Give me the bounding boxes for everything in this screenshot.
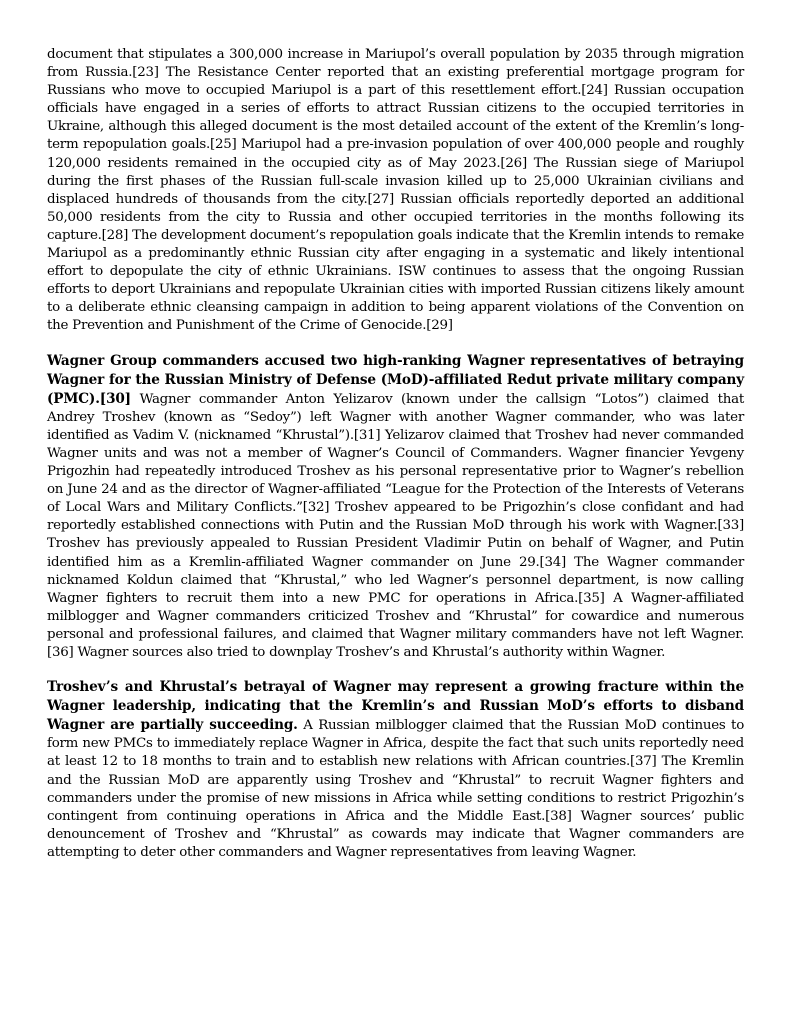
paragraph-mariupol-repopulation [47,45,744,336]
paragraph-lead: Wagner Group commanders accused two high-ranking Wagner representatives of betraying Wagner for the Russian Ministry of Defense (MoD)-affiliated Redut private military company (PMC).[30] [47,352,744,407]
paragraph-body: A Russian milblogger claimed that the Russian MoD continues to form new PMCs to immediately replace Wagner in Africa, despite the fact that such units reportedly need at least 12 to 18 months to train and to establish new relations with African countries.[37] The Kremlin and the Russian MoD are apparently using Troshev and “Khrustal” to recruit Wagner fighters and commanders under the promise of new missions in Africa while setting conditions to restrict Prigozhin’s contingent from continuing operations in Africa and the Middle East.[38] Wagner sources’ public denouncement of Troshev and “Khrustal” as cowards may indicate that Wagner commanders are attempting to deter other commanders and Wagner representatives from leaving Wagner. [47,718,745,860]
paragraph-wagner-accusations [47,352,744,663]
paragraph-wagner-fracture [47,678,744,862]
document-page [47,45,744,878]
paragraph-lead: Troshev’s and Khrustal’s betrayal of Wagner may represent a growing fracture within the Wagner leadership, indicating that the Kremlin’s and Russian MoD’s efforts to disband Wagner are partially succeeding. [47,679,744,734]
paragraph-body: document that stipulates a 300,000 increase in Mariupol’s overall population by 2035 through migration from Russia.[23] The Resistance Center reported that an existing preferential mortgage program for Russians who move to occupied Mariupol is a part of this resettlement effort.[24] Russian occupation officials have engaged in a series of efforts to attract Russian citizens to the occupied territories in Ukraine, although this alleged document is the most detailed account of the extent of the Kremlin’s long-term repopulation goals.[25] Mariupol had a pre-invasion population of over 400,000 people and roughly 120,000 residents remained in the occupied city as of May 2023.[26] The Russian siege of Mariupol during the first phases of the Russian full-scale invasion killed up to 25,000 Ukrainian civilians and displaced hundreds of thousands from the city.[27] Russian officials reportedly deported an additional 50,000 residents from the city to Russia and other occupied territories in the months following its capture.[28] The development document’s repopulation goals indicate that the Kremlin intends to remake Mariupol as a predominantly ethnic Russian city after engaging in a systematic and likely intentional effort to depopulate the city of ethnic Ukrainians. ISW continues to assess that the ongoing Russian efforts to deport Ukrainians and repopulate Ukrainian cities with imported Russian citizens likely amount to a deliberate ethnic cleansing campaign in addition to being apparent violations of the Convention on the Prevention and Punishment of the Crime of Genocide.[29] [47,47,744,334]
paragraph-body: Wagner commander Anton Yelizarov (known under the callsign “Lotos”) claimed that Andrey Troshev (known as “Sedoy”) left Wagner with another Wagner commander, who was later identified as Vadim V. (nicknamed “Khrustal”).[31] Yelizarov claimed that Troshev had never commanded Wagner units and was not a member of Wagner’s Council of Commanders. Wagner financier Yevgeny Prigozhin had repeatedly introduced Troshev as his personal representative prior to Wagner’s rebellion on June 24 and as the director of Wagner-affiliated “League for the Protection of the Interests of Veterans of Local Wars and Military Conflicts.”[32] Troshev appeared to be Prigozhin’s close confidant and had reportedly established connections with Putin and the Russian MoD through his work with Wagner.[33] Troshev has previously appealed to Russian President Vladimir Putin on behalf of Wagner, and Putin identified him as a Kremlin-affiliated Wagner commander on June 29.[34] The Wagner commander nicknamed Koldun claimed that “Khrustal,” who led Wagner’s personnel department, is now calling Wagner fighters to recruit them into a new PMC for operations in Africa.[35] A Wagner-affiliated milblogger and Wagner commanders criticized Troshev and “Khrustal” for cowardice and numerous personal and professional failures, and claimed that Wagner military commanders have not left Wagner.[36] Wagner sources also tried to downplay Troshev’s and Khrustal’s authority within Wagner. [47,391,744,660]
